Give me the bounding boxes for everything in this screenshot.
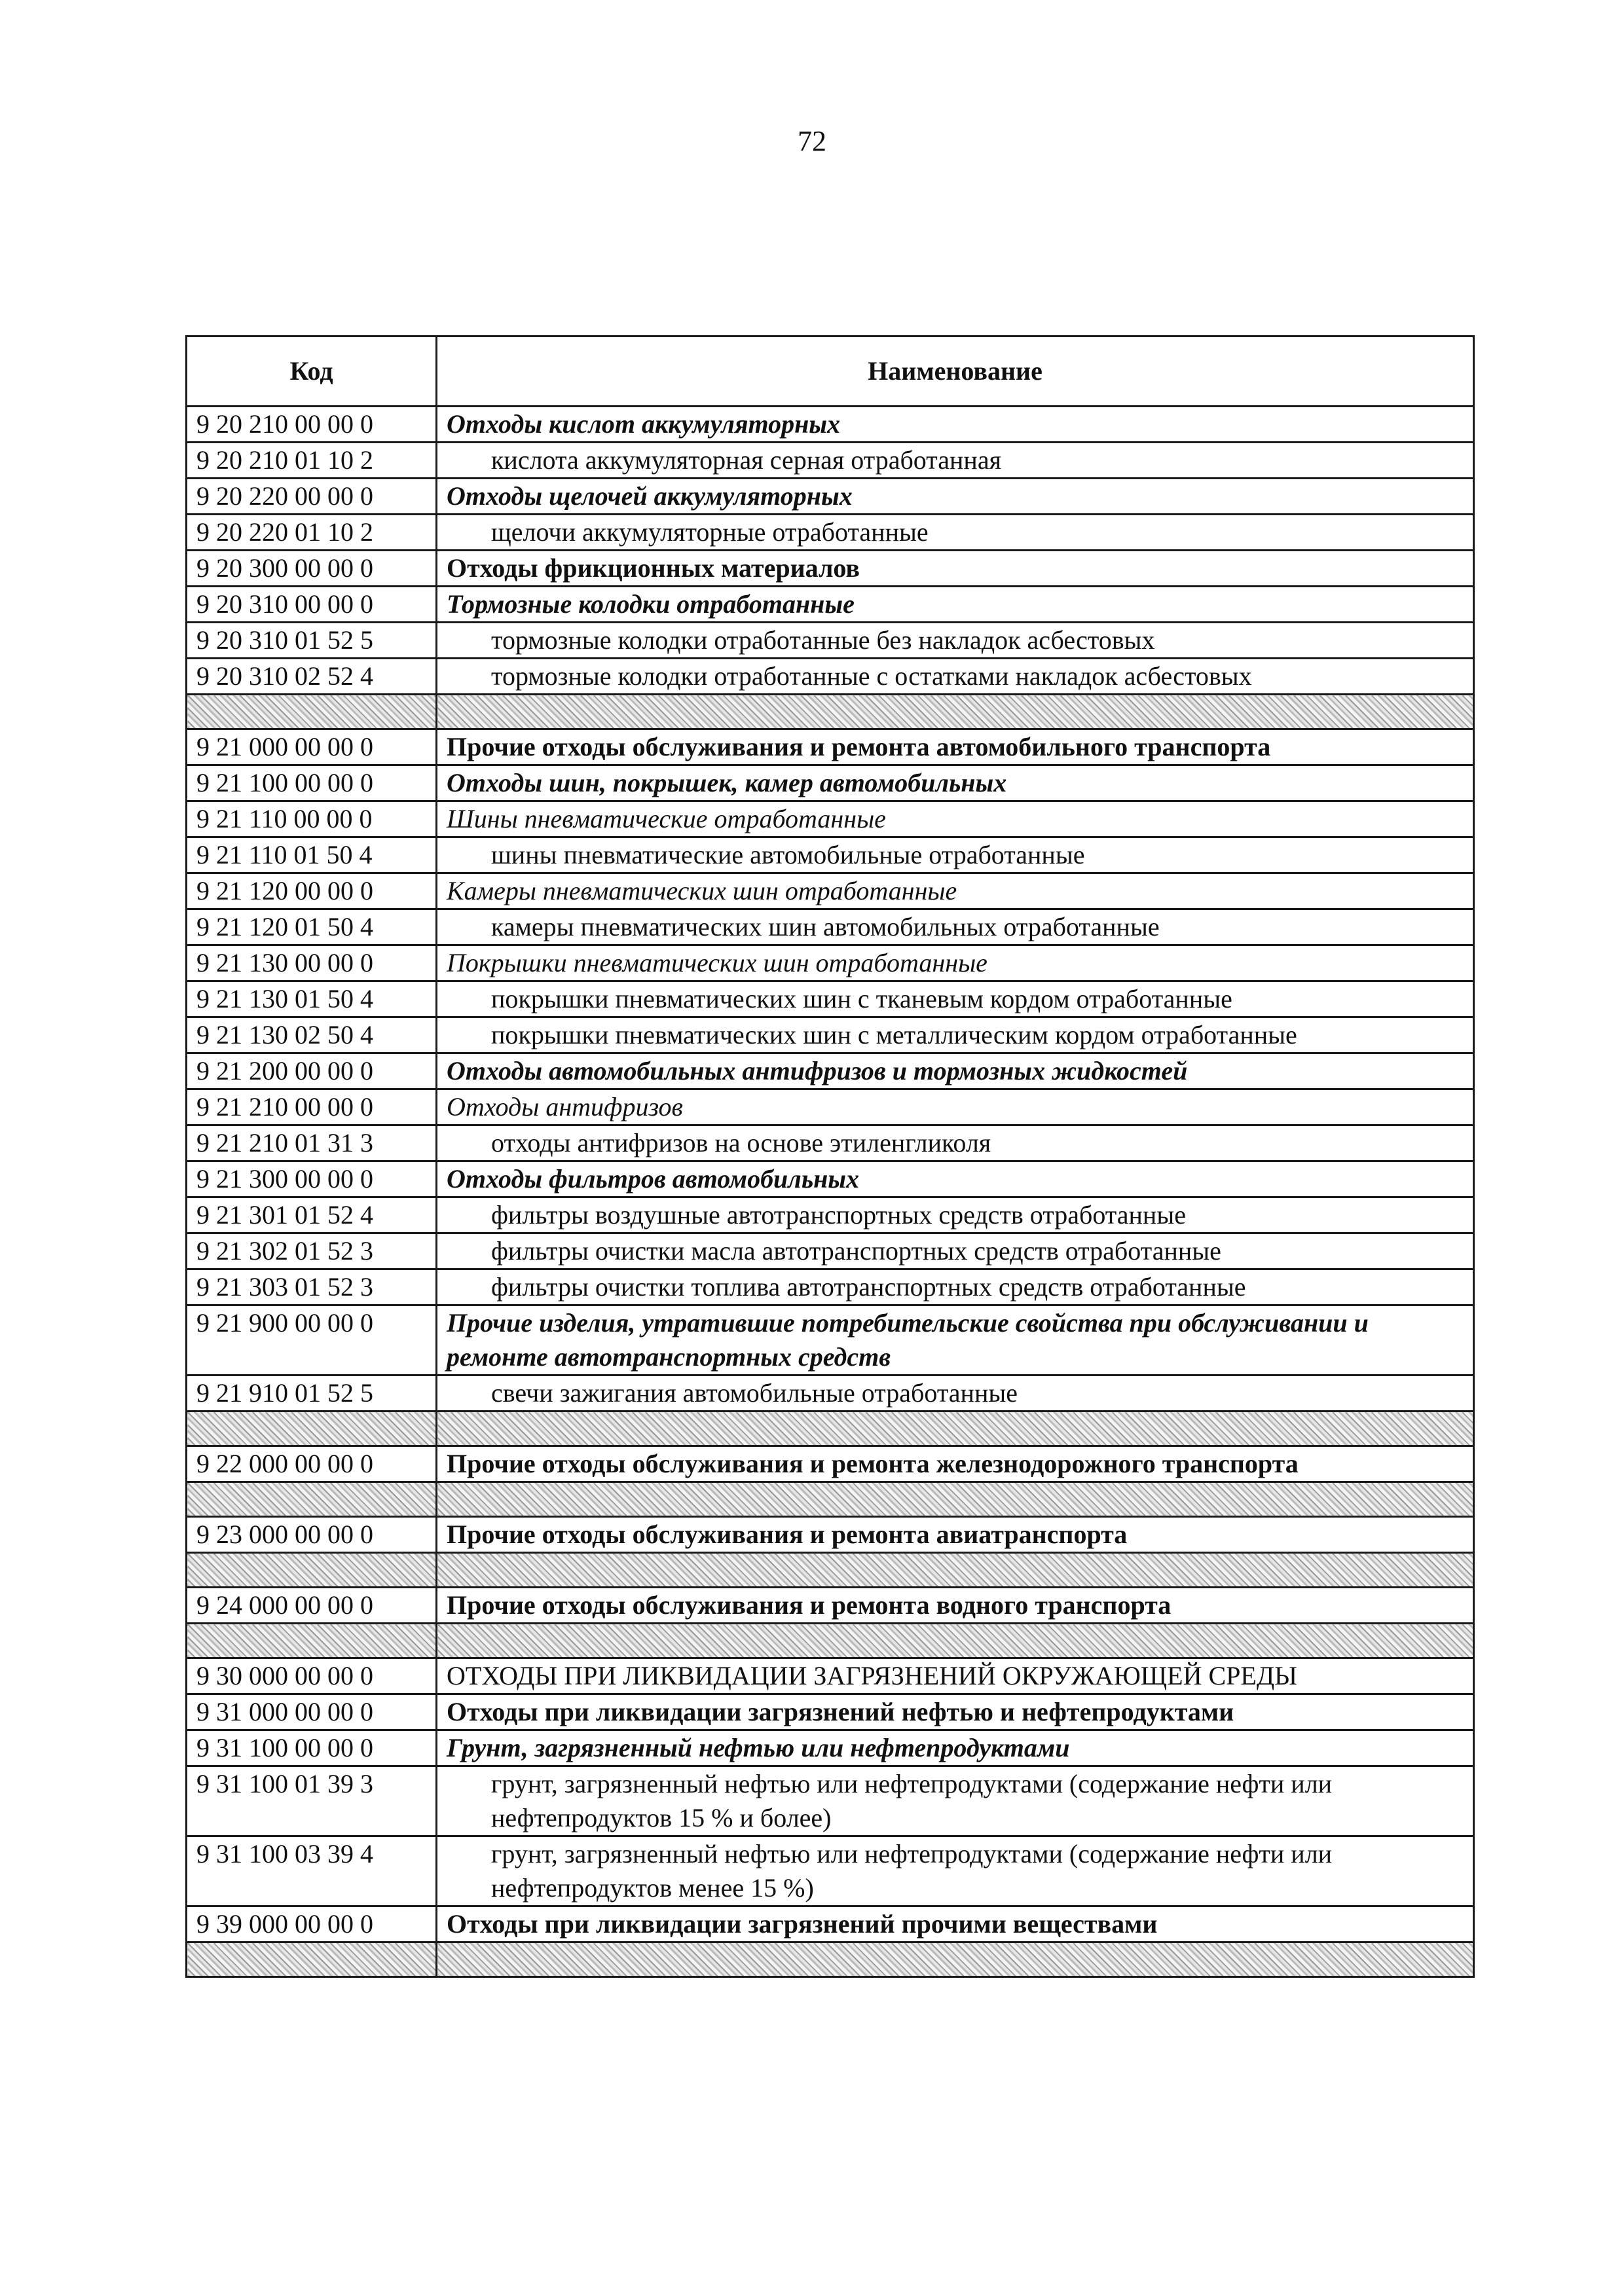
- code-cell: 9 21 130 02 50 4: [187, 1017, 437, 1053]
- code-cell: 9 21 120 01 50 4: [187, 909, 437, 945]
- code-cell: 9 21 301 01 52 4: [187, 1197, 437, 1233]
- table-row: [187, 1906, 1474, 1942]
- column-header-code: Код: [187, 337, 437, 407]
- name-cell: Отходы при ликвидации загрязнений прочими веществами: [437, 1906, 1474, 1942]
- code-cell: 9 24 000 00 00 0: [187, 1588, 437, 1624]
- table-row: [187, 1161, 1474, 1197]
- name-cell: грунт, загрязненный нефтью или нефтепродуктами (содержание нефти или нефтепродуктов менее 15 %): [437, 1836, 1474, 1906]
- table-row: [187, 1305, 1474, 1376]
- name-cell: Прочие отходы обслуживания и ремонта водного транспорта: [437, 1588, 1474, 1624]
- code-cell: 9 23 000 00 00 0: [187, 1517, 437, 1553]
- table-row: [187, 1269, 1474, 1305]
- table-row: [187, 1730, 1474, 1766]
- separator-row: [187, 1624, 1474, 1658]
- code-cell: 9 21 130 00 00 0: [187, 945, 437, 981]
- code-cell: 9 21 300 00 00 0: [187, 1161, 437, 1197]
- name-cell: Грунт, загрязненный нефтью или нефтепродуктами: [437, 1730, 1474, 1766]
- table-header-row: [187, 337, 1474, 407]
- table-row: [187, 515, 1474, 551]
- code-cell: 9 20 210 00 00 0: [187, 407, 437, 443]
- table-row: [187, 1017, 1474, 1053]
- table-row: [187, 1089, 1474, 1125]
- separator-cell: [437, 1942, 1474, 1977]
- code-cell: 9 20 220 01 10 2: [187, 515, 437, 551]
- table-row: [187, 1376, 1474, 1412]
- code-cell: 9 21 110 00 00 0: [187, 801, 437, 837]
- code-cell: 9 21 910 01 52 5: [187, 1376, 437, 1412]
- code-cell: 9 20 220 00 00 0: [187, 479, 437, 515]
- separator-row: [187, 1553, 1474, 1588]
- name-cell: покрышки пневматических шин с тканевым кордом отработанные: [437, 981, 1474, 1017]
- code-cell: 9 21 120 00 00 0: [187, 873, 437, 909]
- name-cell: Камеры пневматических шин отработанные: [437, 873, 1474, 909]
- code-cell: 9 20 310 01 52 5: [187, 623, 437, 659]
- separator-cell: [437, 1482, 1474, 1517]
- separator-cell: [437, 1624, 1474, 1658]
- page-number: 72: [798, 125, 826, 157]
- code-cell: 9 20 310 00 00 0: [187, 587, 437, 623]
- name-cell: Прочие отходы обслуживания и ремонта железнодорожного транспорта: [437, 1446, 1474, 1482]
- separator-cell: [437, 1553, 1474, 1588]
- separator-row: [187, 695, 1474, 729]
- separator-cell: [437, 695, 1474, 729]
- code-cell: 9 31 100 01 39 3: [187, 1766, 437, 1836]
- name-cell: тормозные колодки отработанные с остатками накладок асбестовых: [437, 659, 1474, 695]
- table-row: [187, 729, 1474, 765]
- table-row: [187, 1694, 1474, 1730]
- separator-row: [187, 1482, 1474, 1517]
- table-row: [187, 981, 1474, 1017]
- name-cell: Отходы автомобильных антифризов и тормозных жидкостей: [437, 1053, 1474, 1089]
- name-cell: грунт, загрязненный нефтью или нефтепродуктами (содержание нефти или нефтепродуктов 15 % и более): [437, 1766, 1474, 1836]
- name-cell: ОТХОДЫ ПРИ ЛИКВИДАЦИИ ЗАГРЯЗНЕНИЙ ОКРУЖАЮЩЕЙ СРЕДЫ: [437, 1658, 1474, 1694]
- table-row: [187, 551, 1474, 587]
- table-row: [187, 587, 1474, 623]
- separator-cell: [187, 1624, 437, 1658]
- name-cell: щелочи аккумуляторные отработанные: [437, 515, 1474, 551]
- name-cell: Отходы шин, покрышек, камер автомобильных: [437, 765, 1474, 801]
- name-cell: покрышки пневматических шин с металлическим кордом отработанные: [437, 1017, 1474, 1053]
- separator-row: [187, 1942, 1474, 1977]
- code-cell: 9 20 210 01 10 2: [187, 443, 437, 479]
- separator-cell: [437, 1412, 1474, 1446]
- code-cell: 9 21 303 01 52 3: [187, 1269, 437, 1305]
- table-body: [187, 407, 1474, 1977]
- separator-row: [187, 1412, 1474, 1446]
- name-cell: Отходы кислот аккумуляторных: [437, 407, 1474, 443]
- name-cell: Шины пневматические отработанные: [437, 801, 1474, 837]
- code-cell: 9 31 100 00 00 0: [187, 1730, 437, 1766]
- separator-cell: [187, 1482, 437, 1517]
- table-row: [187, 1233, 1474, 1269]
- name-cell: камеры пневматических шин автомобильных отработанные: [437, 909, 1474, 945]
- code-cell: 9 21 302 01 52 3: [187, 1233, 437, 1269]
- code-cell: 9 20 310 02 52 4: [187, 659, 437, 695]
- code-cell: 9 31 000 00 00 0: [187, 1694, 437, 1730]
- separator-cell: [187, 1412, 437, 1446]
- separator-cell: [187, 1942, 437, 1977]
- code-cell: 9 21 130 01 50 4: [187, 981, 437, 1017]
- code-cell: 9 39 000 00 00 0: [187, 1906, 437, 1942]
- table-row: [187, 623, 1474, 659]
- name-cell: отходы антифризов на основе этиленгликоля: [437, 1125, 1474, 1161]
- table-row: [187, 1588, 1474, 1624]
- table-row: [187, 765, 1474, 801]
- separator-cell: [187, 1553, 437, 1588]
- table-row: [187, 1836, 1474, 1906]
- table-row: [187, 407, 1474, 443]
- name-cell: свечи зажигания автомобильные отработанные: [437, 1376, 1474, 1412]
- table-row: [187, 909, 1474, 945]
- table-row: [187, 1446, 1474, 1482]
- table-row: [187, 1517, 1474, 1553]
- name-cell: Покрышки пневматических шин отработанные: [437, 945, 1474, 981]
- table-row: [187, 837, 1474, 873]
- name-cell: Отходы фрикционных материалов: [437, 551, 1474, 587]
- code-cell: 9 30 000 00 00 0: [187, 1658, 437, 1694]
- table-row: [187, 1766, 1474, 1836]
- table-row: [187, 1658, 1474, 1694]
- code-cell: 9 21 900 00 00 0: [187, 1305, 437, 1376]
- table-row: [187, 801, 1474, 837]
- code-cell: 9 21 110 01 50 4: [187, 837, 437, 873]
- table-row: [187, 659, 1474, 695]
- name-cell: фильтры воздушные автотранспортных средств отработанные: [437, 1197, 1474, 1233]
- code-cell: 9 21 000 00 00 0: [187, 729, 437, 765]
- name-cell: кислота аккумуляторная серная отработанная: [437, 443, 1474, 479]
- code-cell: 9 31 100 03 39 4: [187, 1836, 437, 1906]
- name-cell: Прочие изделия, утратившие потребительские свойства при обслуживании и ремонте автотранспортных средств: [437, 1305, 1474, 1376]
- table-row: [187, 873, 1474, 909]
- name-cell: Прочие отходы обслуживания и ремонта автомобильного транспорта: [437, 729, 1474, 765]
- waste-classifier-table: [185, 335, 1475, 1978]
- name-cell: Отходы фильтров автомобильных: [437, 1161, 1474, 1197]
- column-header-name: Наименование: [437, 337, 1474, 407]
- table-row: [187, 443, 1474, 479]
- name-cell: фильтры очистки масла автотранспортных средств отработанные: [437, 1233, 1474, 1269]
- name-cell: фильтры очистки топлива автотранспортных средств отработанные: [437, 1269, 1474, 1305]
- name-cell: Отходы при ликвидации загрязнений нефтью и нефтепродуктами: [437, 1694, 1474, 1730]
- separator-cell: [187, 695, 437, 729]
- code-cell: 9 20 300 00 00 0: [187, 551, 437, 587]
- name-cell: Отходы антифризов: [437, 1089, 1474, 1125]
- table-row: [187, 1125, 1474, 1161]
- name-cell: Тормозные колодки отработанные: [437, 587, 1474, 623]
- code-cell: 9 21 210 01 31 3: [187, 1125, 437, 1161]
- code-cell: 9 21 200 00 00 0: [187, 1053, 437, 1089]
- table-row: [187, 1197, 1474, 1233]
- table-row: [187, 479, 1474, 515]
- name-cell: Отходы щелочей аккумуляторных: [437, 479, 1474, 515]
- table-row: [187, 1053, 1474, 1089]
- code-cell: 9 22 000 00 00 0: [187, 1446, 437, 1482]
- name-cell: Прочие отходы обслуживания и ремонта авиатранспорта: [437, 1517, 1474, 1553]
- name-cell: тормозные колодки отработанные без накладок асбестовых: [437, 623, 1474, 659]
- code-cell: 9 21 100 00 00 0: [187, 765, 437, 801]
- name-cell: шины пневматические автомобильные отработанные: [437, 837, 1474, 873]
- code-cell: 9 21 210 00 00 0: [187, 1089, 437, 1125]
- table-row: [187, 945, 1474, 981]
